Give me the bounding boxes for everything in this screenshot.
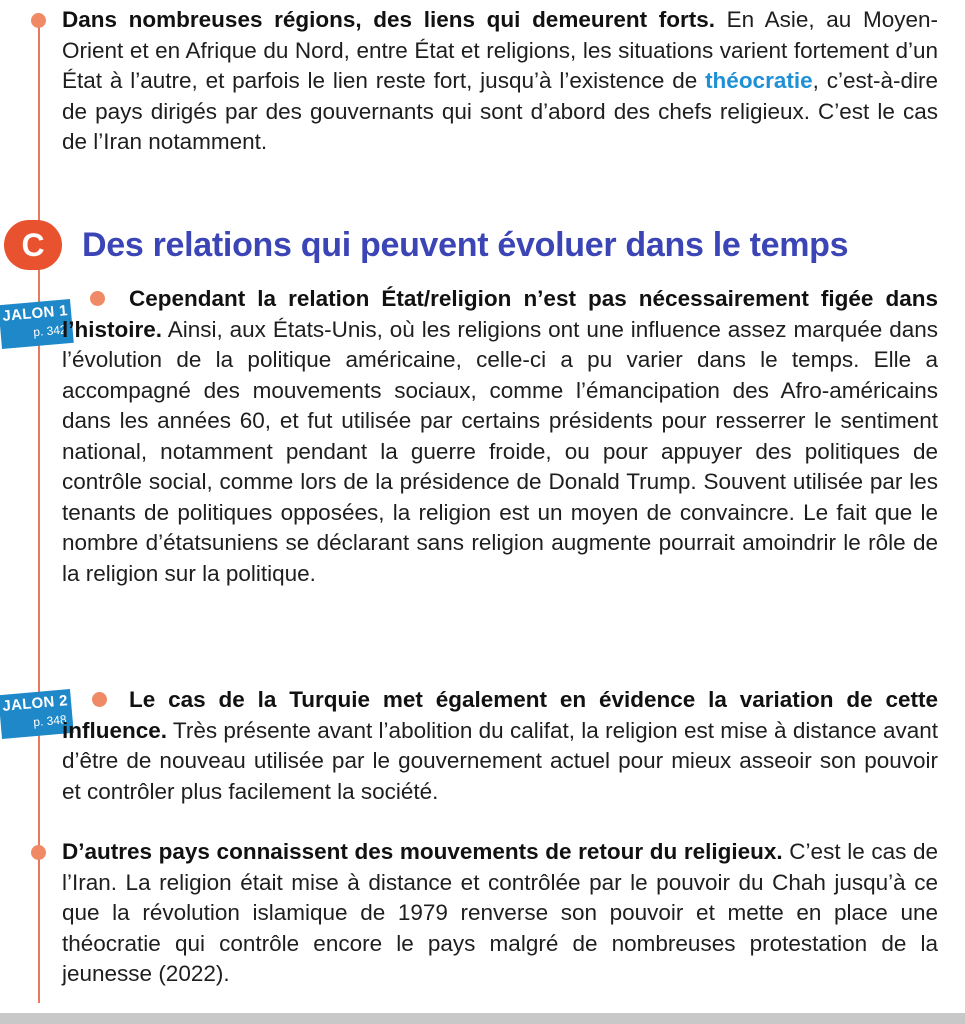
bullet-dot xyxy=(31,845,46,860)
paragraph-lead: Dans nombreuses régions, des liens qui demeurent forts. xyxy=(62,7,716,32)
jalon-label: JALON 1 xyxy=(1,302,69,325)
paragraph-text: Très présente avant l’abolition du califat, la religion est mise à distance avant d’être de nouveau utilisée par le gouvernement actuel pour mieux asseoir son pouvoir et contrôler plus facilement la société. xyxy=(62,717,938,804)
bottom-scroll-edge xyxy=(0,1013,965,1024)
paragraph-iran xyxy=(62,837,938,990)
glossary-link-theocratie[interactable]: théocratie xyxy=(705,68,813,93)
paragraph-text: Ainsi, aux États-Unis, où les religions ont une influence assez marquée dans l’évolution de la politique américaine, celle-ci a pu varier dans le temps. Elle a accompagné des mouvements sociaux, comme l’émancipation des Afro-américains dans les années 60, et fut utilisée par certains présidents pour resserrer le sentiment national, notamment pendant la guerre froide, ou pour appuyer des politiques de contrôle social, comme lors de la présidence de Donald Trump. Souvent utilisée par les tenants de politiques opposées, la religion est un moyen de convaincre. Le fait que le nombre d’étatsuniens se déclarant sans religion augmente pourrait amoindrir le rôle de la religion sur la politique. xyxy=(62,316,938,586)
paragraph-turkey xyxy=(62,685,938,807)
paragraph-text: En Asie, au Moyen-Orient et en Afrique du Nord, entre État et religions, les situations varient fortement d’un État à l’autre, et parfois le lien reste fort, jusqu’à l’existence de xyxy=(62,7,939,93)
paragraph-usa xyxy=(62,284,938,589)
paragraph-lead: Cependant la relation État/religion n’est pas nécessairement figée dans l’histoire. xyxy=(62,286,938,342)
jalon-label: JALON 2 xyxy=(1,692,69,715)
paragraph-strong-links xyxy=(62,5,938,158)
jalon-page-ref: p. 348 xyxy=(32,712,68,730)
bullet-dot xyxy=(31,13,46,28)
section-letter-badge: C xyxy=(4,220,62,270)
section-title: Des relations qui peuvent évoluer dans le temps xyxy=(82,225,849,264)
paragraph-text: C’est le cas de l’Iran. La religion était mise à distance et contrôlée par le pouvoir du Chah jusqu’à ce que la révolution islamique de 1979 renverse son pouvoir et mette en place une théocratie qui contrôle encore le pays malgré de nombreuses protestation de la jeunesse (2022). xyxy=(62,839,938,986)
jalon-page-ref: p. 342 xyxy=(32,322,68,340)
paragraph-lead: D’autres pays connaissent des mouvements de retour du religieux. xyxy=(62,839,783,864)
paragraph-text: , c’est-à-dire de pays dirigés par des gouvernants qui sont d’abord des chefs religieux. C’est le cas de l’Iran notamment. xyxy=(62,68,938,154)
paragraph-lead: Le cas de la Turquie met également en évidence la variation de cette influence. xyxy=(62,687,938,743)
section-heading xyxy=(4,220,848,270)
